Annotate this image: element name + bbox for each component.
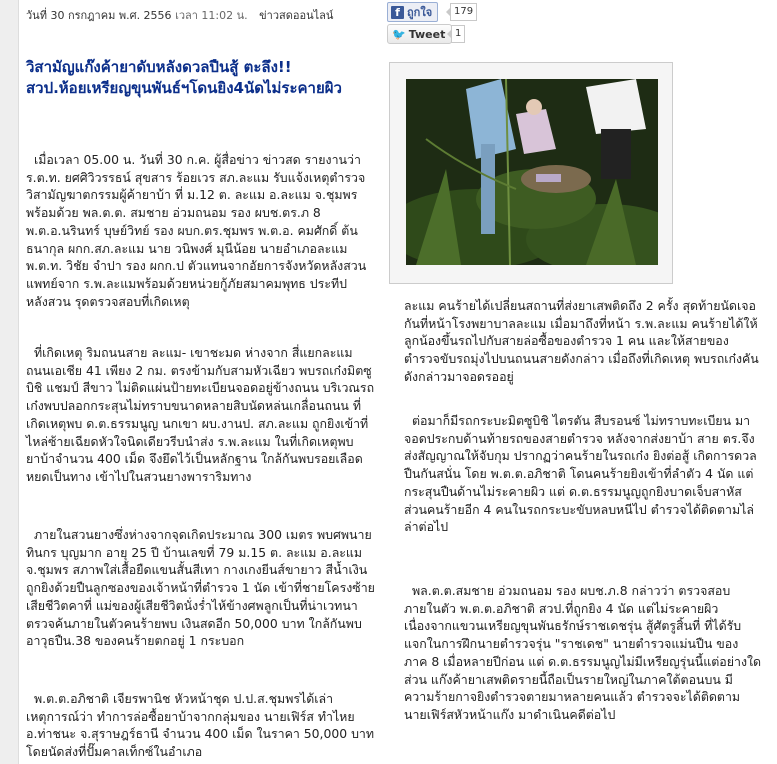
tweet-count: 1 <box>451 25 465 43</box>
article-paragraph-2: ที่เกิดเหตุ ริมถนนสาย ละแม- เขาชะมด ห่างจาก สี่แยกละแม ถนนเอเชีย 41 เพียง 2 กม. ตรงข้ามกับสามหัวเฉียว พบรถเก๋งมิตซูบิชิ แชมป์ สีขาว ไม่ติดแผ่นป้ายทะเบียนจอดอยู่ข้างถนน บริเวณรถเก๋งพบปลอกกระสุนไม่ทราบขนาดหลายสิบนัดหล่นเกลื่อนถนน ที่เกิดเหตุพบ ด.ต.ธรรมนูญ นกเขา ผบ.งานป. สภ.ละแม ถูกยิงเข้าที่ไหล่ซ้ายเฉียดหัวใจนิดเดียวรีบนำส่ง ร.พ.ละแม ในที่เกิดเหตุพบยาบ้าจำนวน 400 เม็ด จึงยึดไว้เป็นหลักฐาน ใกล้กันพบรอยเลือดหยดเป็นทาง เข้าไปในสวนยางพาราริมทาง <box>26 345 375 484</box>
article-paragraph-5: ละแม คนร้ายได้เปลี่ยนสถานที่ส่งยาเสพติดถึง 2 ครั้ง สุดท้ายนัดเจอกันที่หน้าโรงพยาบาลละแม เมื่อมาถึงที่หน้า ร.พ.ละแม คนร้ายได้ให้ลูกน้องขึ้นรถไปกับสายล่อซื้อของตำรวจ 1 คน และให้สายของตำรวจขับรถมุ่งไปบนถนนสายดังกล่าว เมื่อถึงที่เกิดเหตุ พบรถเก๋งคันดังกล่าวมาจอดรออยู่ <box>404 298 759 384</box>
article-headline: วิสามัญแก๊งค้ายาดับหลังดวลปืนสู้ ตะลึง!! สวป.ห้อยเหรียญขุนพันธ์ฯโดนยิง4นัดไม่ระคายผิว <box>26 58 342 97</box>
facebook-like-count: 179 <box>450 3 477 21</box>
article-meta <box>26 6 333 24</box>
left-gutter <box>0 0 19 764</box>
article-paragraph-6: ต่อมาก็มีรถกระบะมิตซูบิชิ ไตรตัน สีบรอนซ์ ไม่ทราบทะเบียน มาจอดประกบด้านท้ายรถของสายตำรวจ หลังจากส่งยาบ้า สาย ตร.จึงส่งสัญญาณให้จับกุม ปรากฏว่าคนร้ายในรถเก๋ง ยิงต่อสู้ เกิดการดวลปืนกันสนั่น โดย พ.ต.ต.อภิชาติ โดนคนร้ายยิงเข้าที่ลำตัว 4 นัด แต่กระสุนปืนด้านไม่ระคายผิว แต่ ด.ต.ธรรมนูญถูกยิงบาดเจ็บสาหัส ส่วนคนร้ายอีก 4 คนในรถกระบะขับหลบหนีไป ตำรวจได้ติดตามไล่ล่าต่อไป <box>404 413 757 535</box>
article-paragraph-4: พ.ต.ต.อภิชาติ เจียรพานิช หัวหน้าชุด ป.ป.ส.ชุมพรได้เล่าเหตุการณ์ว่า ทำการล่อซื้อยาบ้าจากกลุ่มของ นายเฟิร์ส ทำไหย อ.ท่าชนะ จ.สุราษฎร์ธานี จำนวน 400 เม็ด ในราคา 50,000 บาท โดยนัดส่งที่ปั๊มคาลเท็กซ์ในอำเภอ <box>26 691 375 760</box>
crime-scene-photo[interactable] <box>406 79 658 265</box>
article-photo-frame <box>389 62 673 284</box>
article-paragraph-1: เมื่อเวลา 05.00 น. วันที่ 30 ก.ค. ผู้สื่อข่าว ข่าวสด รายงานว่า ร.ต.ท. ยศศิวิวรรธน์ สุขสาร ร้อยเวร สภ.ละแม รับแจ้งเหตุตำรวจวิสามัญฆาตกรรมผู้ค้ายาบ้า ที่ ม.12 ต. ละแม อ.ละแม จ.ชุมพร พร้อมด้วย พล.ต.ต. สมชาย อ่วมถนอม รอง ผบช.ตร.ภ 8 พ.ต.อ.นรินทร์ บุษย์วิทย์ รอง ผบก.ตร.ชุมพร พ.ต.อ. คมศักดิ์ ต้นธนากุล ผกก.สภ.ละแม นาย วนิพงศ์ มุนีน้อย นายอำเภอละแม พ.ต.ท. วิชัย จำปา รอง ผกก.ป ตัวแทนจากอัยการจังหวัดหลังสวน แพทย์จาก ร.พ.ละแมพร้อมด้วยหน่วยกู้ภัยสมาคมพุทธ ประทีปหลังสวน รุดตรวจสอบที่เกิดเหตุ <box>26 152 367 309</box>
tweet-label: Tweet <box>408 27 446 41</box>
tweet-button[interactable] <box>387 24 452 44</box>
facebook-icon: f <box>391 6 404 19</box>
article-paragraph-7: พล.ต.ต.สมชาย อ่วมถนอม รอง ผบช.ภ.8 กล่าวว่า ตรวจสอบภายในตัว พ.ต.ต.อภิชาติ สวป.ที่ถูกยิง 4 นัด แต่ไม่ระคายผิวเนื่องจากแขวนเหรียญขุนพันธรักษ์ราชเดชรุ่น สู้ศัตรูสิ้นที่ ที่ได้รับแจกในการฝึกนายตำรวจรุ่น "ราชเดช" นายตำรวจแม่นปืน ของ ภาค 8 เมื่อหลายปีก่อน แต่ ด.ต.ธรรมนูญไม่มีเหรียญรุ่นนี้แต่อย่างใด ส่วน แก๊งค้ายาเสพติดรายนี้ถือเป็นรายใหญ่ในภาคใต้ตอนบน มีความร้ายกาจยิงตำรวจตายมาหลายคนแล้ว ตำรวจจะได้ติดตาม นายเฟิร์สหัวหน้าแก๊ง มาดำเนินคดีต่อไป <box>404 583 762 722</box>
article-category: ข่าวสดออนไลน์ <box>259 9 334 22</box>
article-time: เวลา 11:02 น. <box>175 9 248 22</box>
facebook-like-button[interactable] <box>387 2 438 22</box>
article-date: วันที่ 30 กรกฎาคม พ.ศ. 2556 <box>26 9 172 22</box>
article-paragraph-3: ภายในสวนยางซึ่งห่างจากจุดเกิดประมาณ 300 เมตร พบศพนายทินกร บุญมาก อายุ 25 ปี บ้านเลขที่ 79 ม.15 ต. ละแม อ.ละแม จ.ชุมพร สภาพใส่เสื้อยืดแขนสั้นสีเทา กางเกงยีนส์ขายาว สีน้ำเงิน ถูกยิงด้วยปืนลูกซองของเจ้าหน้าที่ตำรวจ 1 นัด เข้าที่ชายโครงซ้าย เสียชีวิตคาที่ แม่ของผู้เสียชีวิตนั่งร่ำไห้ข้างศพลูกเป็นที่น่าเวทนา ตรวจค้นภายในตัวคนร้ายพบ เงินสดอีก 50,000 บาท ใกล้กันพบอาวุธปืน.38 ของคนร้ายตกอยู่ 1 กระบอก <box>26 527 375 649</box>
facebook-like-label: ถูกใจ <box>407 6 433 19</box>
twitter-bird-icon: 🐦 <box>392 27 406 41</box>
